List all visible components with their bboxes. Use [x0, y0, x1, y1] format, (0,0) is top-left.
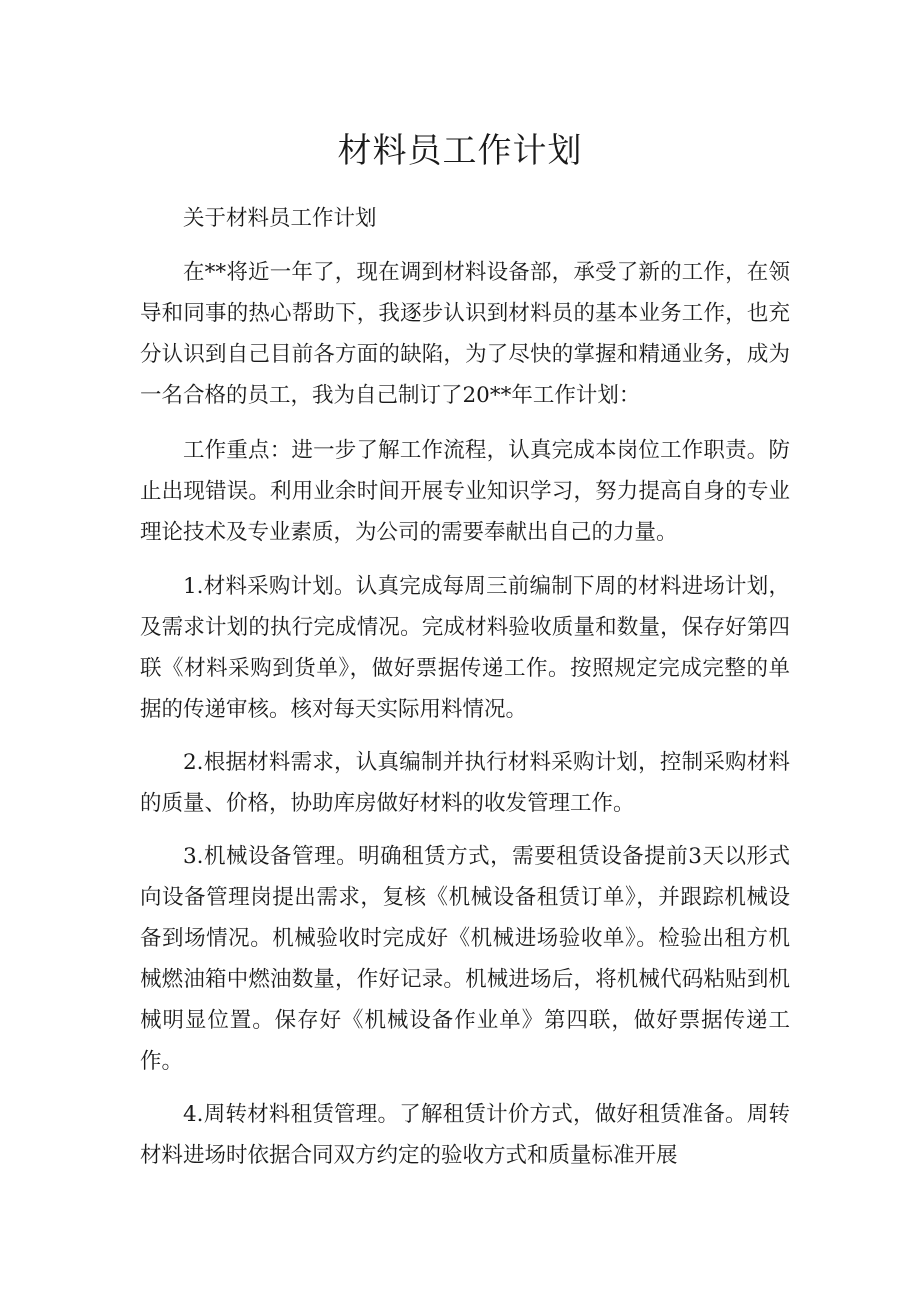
document-title: 材料员工作计划: [337, 131, 583, 171]
item-rental-material-management: 4.周转材料租赁管理。了解租赁计价方式，做好租赁准备。周转材料进场时依据合同双方约定的验收方式和质量标准开展: [140, 1102, 790, 1168]
item-material-demand: 2.根据材料需求，认真编制并执行材料采购计划，控制采购材料的质量、价格，协助库房做好材料的收发管理工作。: [140, 750, 790, 816]
intro-paragraph: 在**将近一年了，现在调到材料设备部，承受了新的工作，在领导和同事的热心帮助下，我逐步认识到材料员的基本业务工作，也充分认识到自己目前各方面的缺陷，为了尽快的掌握和精通业务，成为一名合格的员工，我为自己制订了20**年工作计划：: [140, 260, 790, 408]
item-machinery-management: 3.机械设备管理。明确租赁方式，需要租赁设备提前3天以形式向设备管理岗提出需求，复核《机械设备租赁订单》，并跟踪机械设备到场情况。机械验收时完成好《机械进场验收单》。检验出租方机械燃油箱中燃油数量，作好记录。机械进场后，将机械代码粘贴到机械明显位置。保存好《机械设备作业单》第四联，做好票据传递工作。: [140, 844, 790, 1074]
work-focus-paragraph: 工作重点：进一步了解工作流程，认真完成本岗位工作职责。防止出现错误。利用业余时间开展专业知识学习，努力提高自身的专业理论技术及专业素质，为公司的需要奉献出自己的力量。: [140, 438, 790, 545]
document-body: [140, 198, 790, 1188]
item-material-purchase-plan: 1.材料采购计划。认真完成每周三前编制下周的材料进场计划，及需求计划的执行完成情况。完成材料验收质量和数量，保存好第四联《材料采购到货单》，做好票据传递工作。按照规定完成完整的单据的传递审核。核对每天实际用料情况。: [140, 574, 790, 722]
document-subtitle: 关于材料员工作计划: [183, 206, 377, 231]
